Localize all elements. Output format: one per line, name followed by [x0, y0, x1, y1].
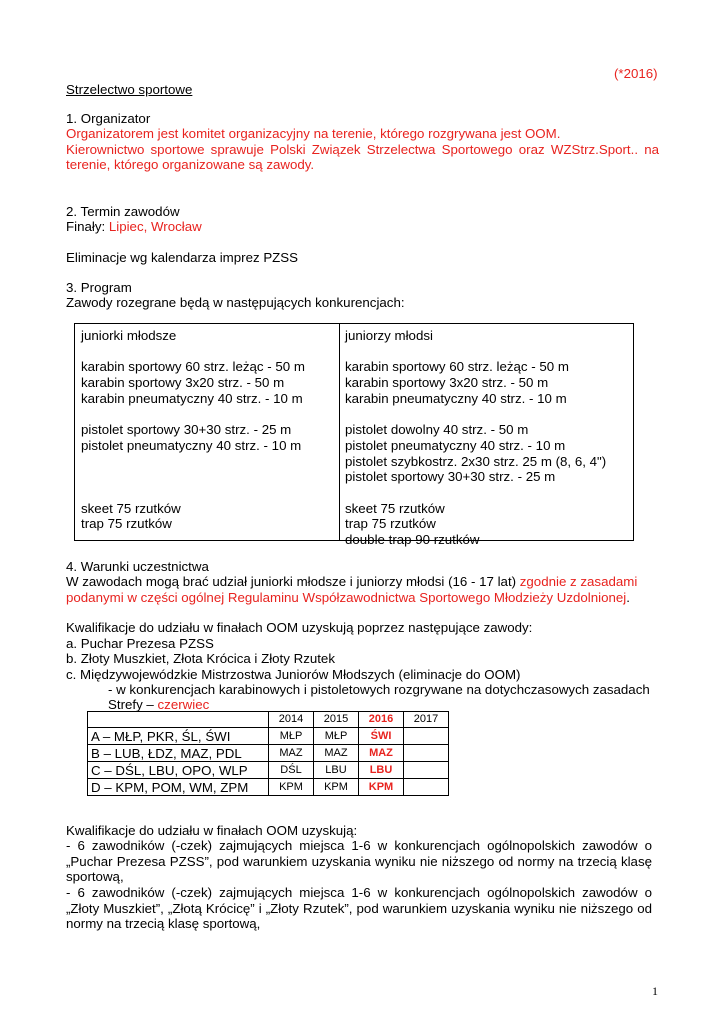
conditions-line-2-red: podanymi w części ogólnej Regulaminu Współzawodnictwa Sportowego Młodzieży Uzdolnionej: [66, 590, 627, 605]
host-cell: [404, 745, 449, 762]
conditions-line-2: [66, 590, 630, 606]
year-header: 2017: [404, 712, 449, 728]
year-tag: (*2016): [614, 66, 658, 81]
program-right-line: [345, 485, 606, 501]
host-cell: [404, 762, 449, 779]
conditions-line-1-red: zgodnie z zasadami: [519, 574, 638, 589]
program-column-girls: [81, 328, 305, 532]
qualification-item-c-sub1: - w konkurencjach karabinowych i pistoletowych rozgrywane na dotychczasowych zasadach: [108, 682, 650, 697]
program-left-line: [81, 344, 305, 360]
finals-value: Lipiec, Wrocław: [108, 219, 202, 234]
host-cell: KPM: [314, 779, 359, 796]
program-right-line: karabin sportowy 60 strz. leżąc - 50 m: [345, 359, 569, 375]
program-left-line: [81, 469, 305, 485]
program-right-line: trap 75 rzutków: [345, 516, 436, 532]
organizer-heading: 1. Organizator: [66, 111, 151, 126]
schedule-heading: 2. Termin zawodów: [66, 204, 180, 219]
host-cell: MŁP: [314, 728, 359, 745]
qualification-rule-2: - 6 zawodników (-czek) zajmujących miejsca 1-6 w konkurencjach ogólnopolskich zawodów o „Złoty Muszkiet”, „Złotą Krócicę” i „Złoty Rzutek”, pod warunkiem uzyskania wyniku nie niższego od normy na trzecią klasę sportową,: [66, 885, 652, 932]
program-right-line: pistolet szybkostrz. 2x30 strz. 25 m (8, 6, 4"): [345, 453, 607, 469]
year-header: 2015: [314, 712, 359, 728]
host-cell: MŁP: [269, 728, 314, 745]
program-right-line: karabin pneumatyczny 40 strz. - 10 m: [345, 390, 567, 406]
program-right-line: juniorzy młodsi: [345, 328, 433, 343]
program-left-line: juniorki młodsze: [81, 328, 177, 343]
zone-cell: D – KPM, POM, WM, ZPM: [88, 779, 269, 796]
host-cell: DŚL: [269, 762, 314, 779]
program-left-line: karabin sportowy 60 strz. leżąc - 50 m: [81, 359, 305, 375]
program-right-line: [345, 344, 606, 360]
host-cell: KPM: [269, 779, 314, 796]
zones-table: [87, 711, 449, 796]
zone-cell: B – LUB, ŁDZ, MAZ, PDL: [88, 745, 269, 762]
zone-cell: C – DŚL, LBU, OPO, WLP: [88, 762, 269, 779]
program-table: [74, 323, 634, 547]
qualification-item-b: b. Złoty Muszkiet, Złota Krócica i Złoty Rzutek: [66, 651, 335, 666]
program-left-line: trap 75 rzutków: [81, 516, 172, 532]
zones-month: czerwiec: [157, 697, 210, 712]
host-cell: MAZ: [269, 745, 314, 762]
host-cell-current: ŚWI: [359, 728, 404, 745]
zones-header-row: [88, 712, 449, 728]
program-left-line: [81, 454, 305, 470]
program-right-line: pistolet pneumatyczny 40 strz. - 10 m: [345, 437, 566, 453]
program-right-line: skeet 75 rzutków: [345, 500, 445, 516]
host-cell-current: MAZ: [359, 745, 404, 762]
program-heading: 3. Program: [66, 280, 132, 295]
finals-label: Finały:: [66, 219, 109, 234]
document-title: Strzelectwo sportowe: [66, 82, 193, 97]
conditions-line-1: [66, 574, 637, 590]
table-row: [88, 779, 449, 796]
conditions-line-2-end: .: [626, 590, 630, 605]
table-row: [88, 762, 449, 779]
qualification-item-a: a. Puchar Prezesa PZSS: [66, 636, 214, 651]
program-column-boys: [345, 328, 606, 548]
program-right-line: double trap 90 rzutków: [345, 531, 480, 547]
qualification-item-c: c. Międzywojewódzkie Mistrzostwa Juniorów Młodszych (eliminacje do OOM): [66, 667, 521, 682]
host-cell-current: KPM: [359, 779, 404, 796]
page-number: 1: [652, 984, 658, 998]
program-left-line: [81, 406, 305, 422]
program-left-line: pistolet pneumatyczny 40 strz. - 10 m: [81, 437, 302, 453]
conditions-line-1-text: W zawodach mogą brać udział juniorki młodsze i juniorzy młodsi (16 - 17 lat): [66, 574, 520, 589]
organizer-line-1: Organizatorem jest komitet organizacyjny na terenie, którego rozgrywana jest OOM.: [66, 126, 561, 141]
conditions-heading: 4. Warunki uczestnictwa: [66, 559, 209, 574]
host-cell-current: LBU: [359, 762, 404, 779]
host-cell: [404, 779, 449, 796]
table-row: [88, 745, 449, 762]
program-table-divider: [339, 324, 340, 540]
program-left-line: karabin sportowy 3x20 strz. - 50 m: [81, 375, 285, 391]
eliminations-line: Eliminacje wg kalendarza imprez PZSS: [66, 250, 299, 265]
year-header-current: 2016: [359, 712, 404, 728]
program-right-line: pistolet sportowy 30+30 strz. - 25 m: [345, 469, 556, 485]
organizer-line-3: terenie, którego organizowane są zawody.: [66, 157, 315, 172]
program-right-line: [345, 406, 606, 422]
zones-label: Strefy –: [108, 697, 158, 712]
zone-cell: A – MŁP, PKR, ŚL, ŚWI: [88, 728, 269, 745]
host-cell: LBU: [314, 762, 359, 779]
program-right-line: pistolet dowolny 40 strz. - 50 m: [345, 422, 529, 438]
table-row: [88, 728, 449, 745]
program-left-line: skeet 75 rzutków: [81, 500, 181, 516]
program-left-line: pistolet sportowy 30+30 strz. - 25 m: [81, 422, 292, 438]
organizer-line-2: Kierownictwo sportowe sprawuje Polski Związek Strzelectwa Sportowego oraz WZStrz.Sport.. na: [66, 142, 659, 157]
qualification-events-intro: Kwalifikacje do udziału w finałach OOM uzyskują poprzez następujące zawody:: [66, 620, 533, 635]
qualification-intro: Kwalifikacje do udziału w finałach OOM uzyskują:: [66, 823, 358, 838]
program-left-line: karabin pneumatyczny 40 strz. - 10 m: [81, 390, 303, 406]
host-cell: [404, 728, 449, 745]
year-header: 2014: [269, 712, 314, 728]
qualification-rule-1: - 6 zawodników (-czek) zajmujących miejsca 1-6 w konkurencjach ogólnopolskich zawodów o „Puchar Prezesa PZSS”, pod warunkiem uzyskania wyniku nie niższego od normy na trzecią klasę sportową,: [66, 838, 652, 885]
finals-line: [66, 219, 202, 235]
zones-header-empty: [88, 712, 269, 728]
program-left-line: [81, 485, 305, 501]
program-right-line: karabin sportowy 3x20 strz. - 50 m: [345, 375, 549, 391]
host-cell: MAZ: [314, 745, 359, 762]
program-intro: Zawody rozegrane będą w następujących konkurencjach:: [66, 295, 405, 310]
